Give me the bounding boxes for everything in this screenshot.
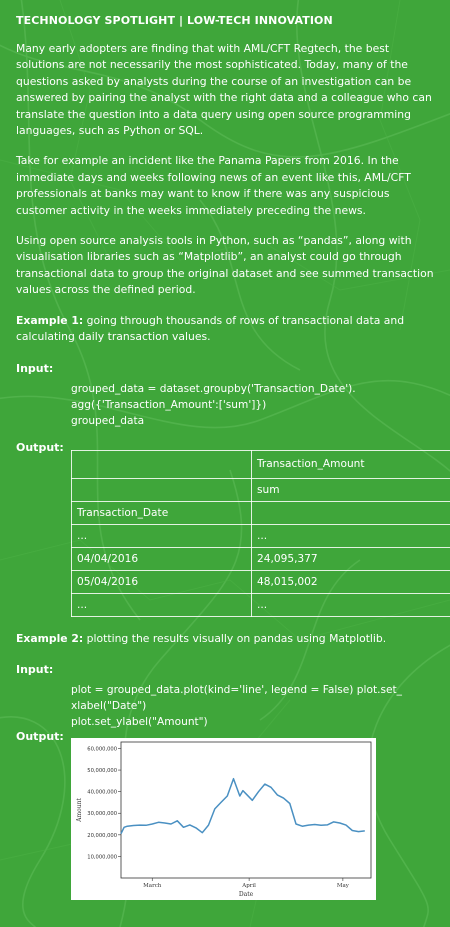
output-table: [71, 450, 450, 617]
line-chart: [71, 738, 376, 900]
example-1-output-label: Output:: [16, 440, 64, 454]
table-cell: Transaction_Amount: [252, 450, 450, 478]
example-2-output-label: Output:: [16, 729, 64, 743]
y-tick-label: 30,000,000: [87, 811, 117, 818]
table-cell: Transaction_Date: [72, 501, 252, 524]
series-line: [121, 779, 365, 834]
table-row: [72, 501, 450, 524]
example-1-description: [16, 313, 434, 346]
y-tick-label: 10,000,000: [87, 854, 117, 861]
example-2-description: [16, 631, 434, 647]
plot-frame: [121, 742, 371, 878]
table-row: [72, 450, 450, 478]
table-cell: [72, 478, 252, 501]
table-row: [72, 593, 450, 616]
example-1-text: going through thousands of rows of transactional data and calculating daily transaction values.: [16, 313, 405, 344]
line-chart-svg: [71, 738, 376, 900]
x-axis-label: Date: [238, 891, 254, 898]
paragraph-1: Many early adopters are finding that with AML/CFT Regtech, the best solutions are not necessarily the most sophisticated. Today, many of the questions asked by analysts during the course of an investigation can be answered by pairing the analyst with the right data and a colleague who can translate the question into a data query using open source programming languages, such as Python or SQL.: [16, 42, 432, 138]
table-row: [72, 478, 450, 501]
x-tick-label: May: [336, 883, 349, 889]
table-cell: 24,095,377: [252, 547, 450, 570]
table-cell: sum: [252, 478, 450, 501]
table-cell: [252, 501, 450, 524]
code-line: grouped_data = dataset.groupby('Transaction_Date').: [71, 382, 356, 395]
example-1-label: Example 1:: [16, 313, 84, 327]
table-cell: 04/04/2016: [72, 547, 252, 570]
x-tick-label: April: [242, 883, 256, 889]
example-2-input-label: Input:: [16, 662, 54, 676]
table-cell: ...: [252, 593, 450, 616]
y-axis-label: Amount: [76, 798, 83, 822]
table-cell: ...: [72, 593, 252, 616]
table-cell: [72, 450, 252, 478]
y-tick-label: 20,000,000: [87, 832, 117, 839]
page-title: TECHNOLOGY SPOTLIGHT | LOW-TECH INNOVATION: [16, 14, 333, 27]
paragraph-2: Take for example an incident like the Panama Papers from 2016. In the immediate days and weeks following news of an event like this, AML/CFT professionals at banks may want to know if there was any suspicious customer activity in the weeks immediately preceding the news.: [16, 154, 411, 217]
example-2-label: Example 2:: [16, 631, 84, 645]
example-2-code: [16, 682, 434, 730]
y-tick-label: 50,000,000: [87, 768, 117, 775]
code-line: plot = grouped_data.plot(kind='line', legend = False) plot.set_: [71, 683, 402, 696]
example-1-code: [16, 381, 434, 429]
table-cell: ...: [72, 524, 252, 547]
table-row: [72, 547, 450, 570]
code-line: plot.set_ylabel("Amount"): [71, 715, 208, 728]
x-tick-label: March: [143, 883, 162, 889]
table-cell: 48,015,002: [252, 570, 450, 593]
example-2-text: plotting the results visually on pandas using Matplotlib.: [83, 631, 387, 645]
code-line: agg({'Transaction_Amount':['sum']}): [71, 398, 267, 411]
table-row: [72, 524, 450, 547]
y-tick-label: 60,000,000: [87, 746, 117, 753]
table-row: [72, 570, 450, 593]
code-line: xlabel("Date"): [71, 699, 147, 712]
example-1-input-label: Input:: [16, 361, 54, 375]
table-cell: 05/04/2016: [72, 570, 252, 593]
paragraph-3: Using open source analysis tools in Python, such as “pandas”, along with visualisation libraries such as “Matplotlib”, an analyst could go through transactional data to group the original dataset and see summed transaction values across the defined period.: [16, 234, 434, 297]
code-line: grouped_data: [71, 414, 145, 427]
y-tick-label: 40,000,000: [87, 789, 117, 796]
table-cell: ...: [252, 524, 450, 547]
